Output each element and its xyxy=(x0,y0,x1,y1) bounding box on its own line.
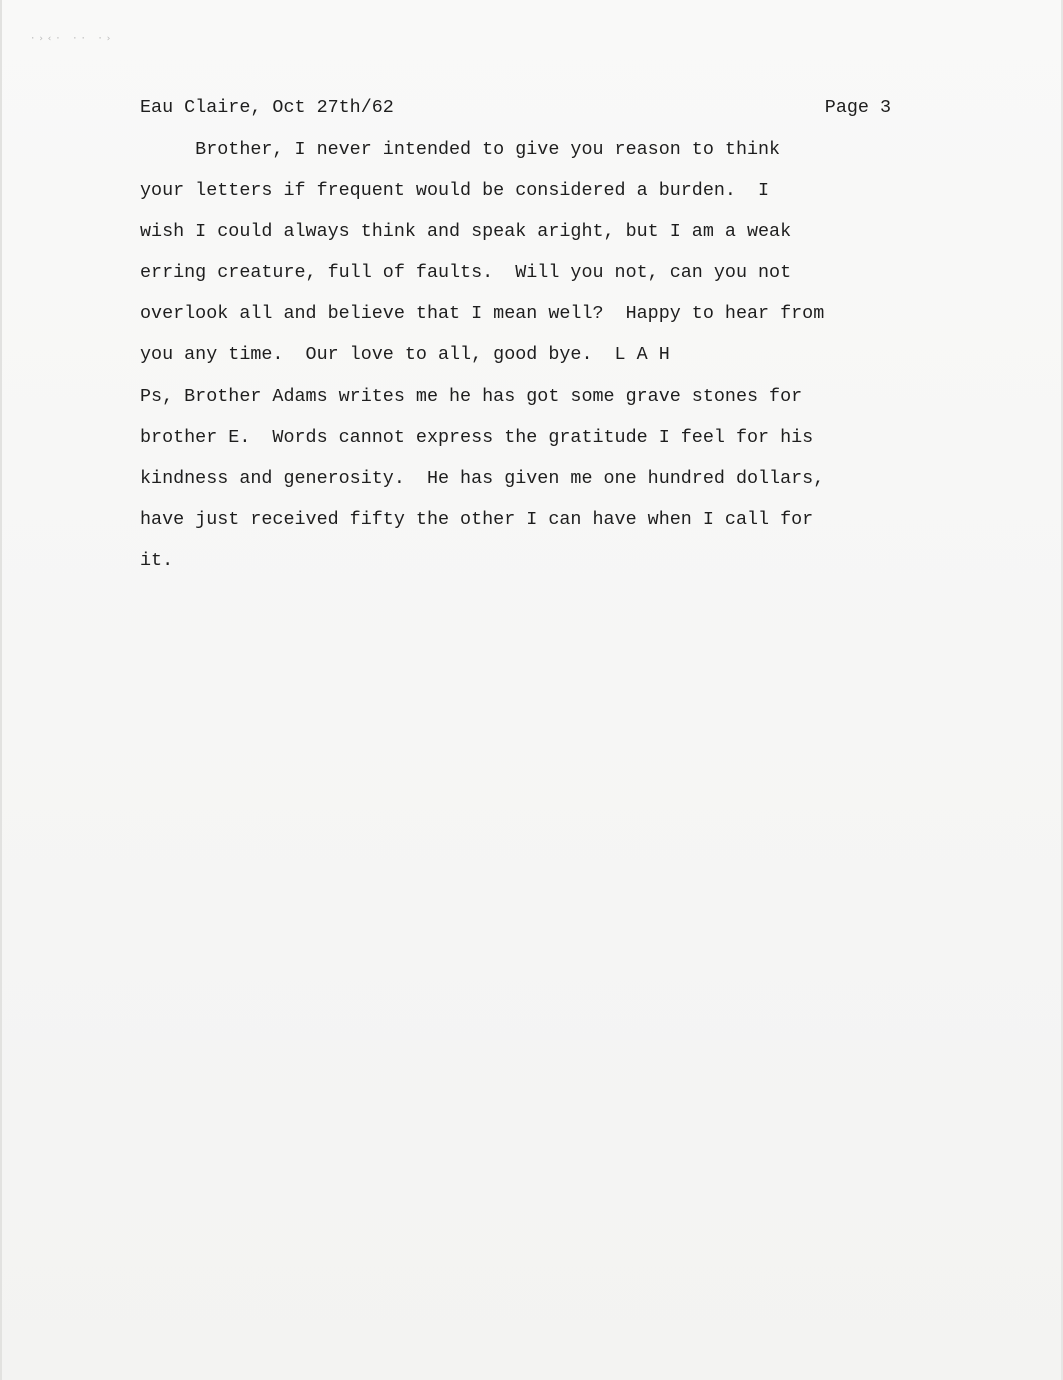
text-line: Brother, I never intended to give you reason to think xyxy=(140,139,781,160)
text-line: your letters if frequent would be considered a burden. I xyxy=(140,180,770,202)
text-line: kindness and generosity. He has given me one hundred dollars, xyxy=(140,467,825,489)
text-line: have just received fifty the other I can have when I call for xyxy=(140,508,814,530)
postscript-line: Ps, Brother Adams writes me he has got some grave stones for xyxy=(140,385,803,407)
signature-line: you any time. Our love to all, good bye. L A H xyxy=(140,344,670,366)
page-header xyxy=(140,97,891,125)
place-date: Eau Claire, Oct 27th/62 xyxy=(140,97,394,118)
text-line: wish I could always think and speak aright, but I am a weak xyxy=(140,221,792,243)
scan-mark-icon: ·›‹· ·· ·› xyxy=(30,34,115,44)
text-line: overlook all and believe that I mean well? Happy to hear from xyxy=(140,303,825,325)
letter-body xyxy=(140,136,940,588)
text-line: it. xyxy=(140,549,174,571)
page-number: Page 3 xyxy=(824,97,891,118)
text-line: brother E. Words cannot express the gratitude I feel for his xyxy=(140,426,814,448)
text-line: erring creature, full of faults. Will you not, can you not xyxy=(140,262,792,284)
